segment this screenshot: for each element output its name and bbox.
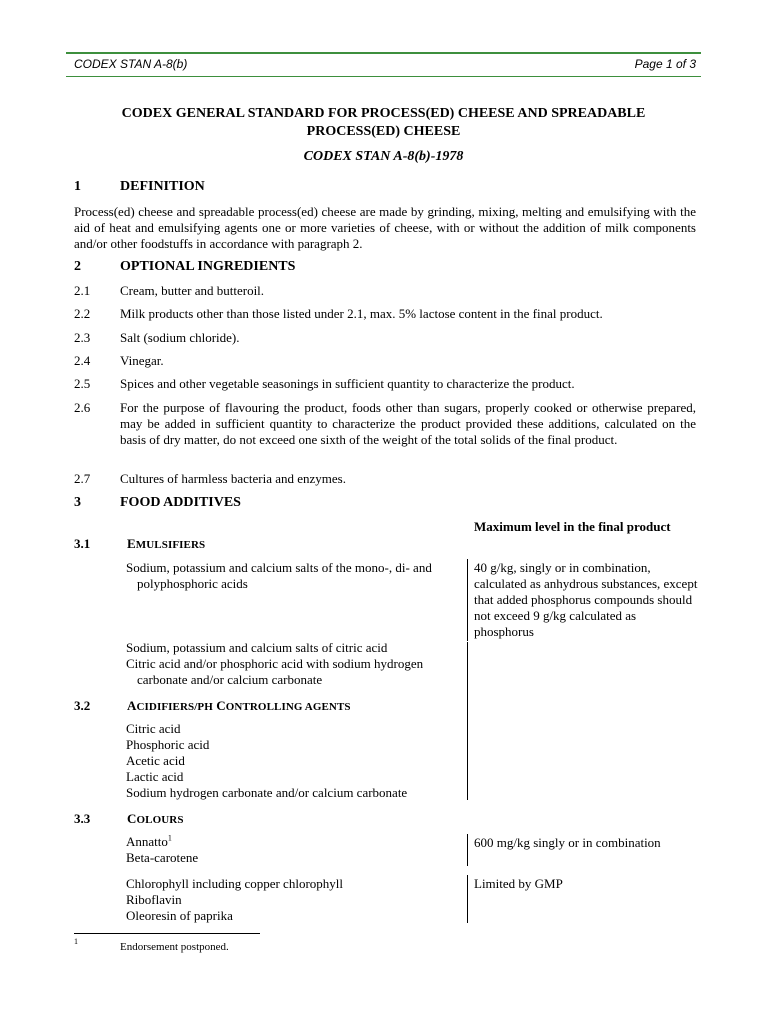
column-divider (467, 875, 468, 923)
column-header-maximum-level: Maximum level in the final product (474, 519, 671, 534)
header-rule-top (66, 52, 701, 54)
header-document-code: CODEX STAN A-8(b) (74, 57, 188, 71)
document-code: CODEX STAN A-8(b)-1978 (303, 149, 464, 164)
colours-limit-1: 600 mg/kg singly or in combination (474, 835, 661, 850)
column-divider (467, 834, 468, 866)
item-text: Cultures of harmless bacteria and enzymes. (120, 471, 346, 486)
document-title-line1: CODEX GENERAL STANDARD FOR PROCESS(ED) CHEESE AND SPREADABLE (121, 106, 646, 121)
item-number: 2.6 (74, 400, 91, 415)
colours-group1: Annatto$^1$ Beta-carotene (126, 833, 199, 865)
footnote-number: 1 (74, 937, 78, 946)
emulsifiers-group1: Sodium, potassium and calcium salts of the mono-, di- and polyphosphoric acids (126, 560, 432, 591)
item-number: 2.3 (74, 330, 91, 345)
footnote-rule (74, 933, 260, 934)
subsection-number: 3.1 (74, 536, 91, 551)
document-title-line2: PROCESS(ED) CHEESE (306, 124, 461, 139)
section-number: 1 (74, 179, 81, 194)
subsection-title-colours: COLOURS (127, 811, 184, 826)
item-text: Milk products other than those listed under 2.1, max. 5% lactose content in the final product. (120, 306, 603, 321)
definition-paragraph: Process(ed) cheese and spreadable process(ed) cheese are made by grinding, mixing, melting and emulsifying with the aid of heat and emulsifying agents one or more varieties of cheese, with or without the addition of milk components and/or other foodstuffs in accordance with paragraph 2. (74, 204, 696, 251)
item-text: Cream, butter and butteroil. (120, 283, 265, 298)
item-number: 2.2 (74, 306, 91, 321)
colours-group2: Chlorophyll including copper chlorophyll Riboflavin Oleoresin of paprika (126, 876, 343, 923)
item-number: 2.7 (74, 471, 91, 486)
item-number: 2.5 (74, 376, 91, 391)
item-text: For the purpose of flavouring the product, foods other than sugars, properly cooked or otherwise prepared, may be added in sufficient quantity to characterize the product provided these additions, calculated on the basis of dry matter, do not exceed one sixth of the weight of the total solids of the final product. (120, 400, 696, 447)
item-text: Salt (sodium chloride). (120, 330, 240, 345)
emulsifiers-limit: 40 g/kg, singly or in combination, calculated as anhydrous substances, except that added phosphorus compounds should not exceed 9 g/kg calculated as phosphorus (474, 560, 698, 639)
column-divider (467, 642, 468, 800)
subsection-title-acidifiers: ACIDIFIERS/PH CONTROLLING AGENTS (127, 698, 351, 713)
subsection-number: 3.3 (74, 811, 91, 826)
header-page-number: Page 1 of 3 (634, 57, 696, 71)
section-number: 3 (74, 495, 81, 510)
item-number: 2.1 (74, 283, 91, 298)
item-text: Vinegar. (120, 353, 164, 368)
acidifiers-list: Citric acid Phosphoric acid Acetic acid Lactic acid Sodium hydrogen carbonate and/or calcium carbonate (126, 721, 408, 800)
colours-limit-2: Limited by GMP (474, 876, 563, 891)
item-text: Spices and other vegetable seasonings in sufficient quantity to characterize the product. (120, 376, 575, 391)
column-divider (467, 559, 468, 641)
section-title-definition: DEFINITION (120, 179, 205, 194)
subsection-title-emulsifiers: EMULSIFIERS (127, 536, 206, 551)
emulsifiers-group2: Sodium, potassium and calcium salts of citric acid Citric acid and/or phosphoric acid with sodium hydrogen carbonate and/or calcium carbonate (126, 640, 424, 687)
header-rule-bottom (66, 76, 701, 77)
item-number: 2.4 (74, 353, 91, 368)
section-title-optional-ingredients: OPTIONAL INGREDIENTS (120, 259, 296, 274)
footnote-text: Endorsement postponed. (120, 941, 229, 953)
subsection-number: 3.2 (74, 698, 91, 713)
section-number: 2 (74, 259, 81, 274)
section-title-food-additives: FOOD ADDITIVES (120, 495, 241, 510)
